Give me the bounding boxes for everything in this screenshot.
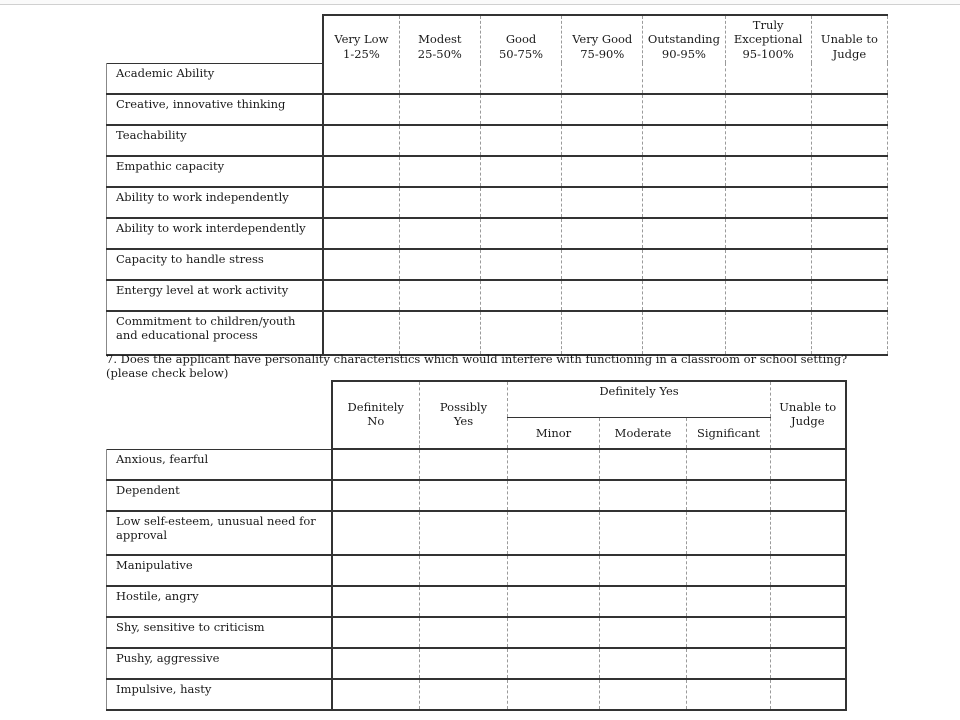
rating-row-label: Ability to work independently <box>107 187 324 218</box>
personality-checkbox-cell[interactable] <box>600 511 687 555</box>
personality-checkbox-cell[interactable] <box>332 679 420 710</box>
personality-checkbox-cell[interactable] <box>771 511 846 555</box>
personality-checkbox-cell[interactable] <box>771 449 846 480</box>
personality-checkbox-cell[interactable] <box>332 480 420 511</box>
rating-checkbox-cell[interactable] <box>562 156 643 187</box>
rating-checkbox-cell[interactable] <box>643 94 725 125</box>
rating-checkbox-cell[interactable] <box>562 218 643 249</box>
personality-row-label: Shy, sensitive to criticism <box>107 617 332 648</box>
personality-row-shy-sensitive-to-criticism <box>107 617 846 648</box>
personality-checkbox-cell[interactable] <box>687 449 771 480</box>
personality-checkbox-cell[interactable] <box>687 586 771 617</box>
page-top-border <box>0 0 960 5</box>
rating-checkbox-cell[interactable] <box>725 156 811 187</box>
rating-checkbox-cell[interactable] <box>811 218 887 249</box>
rating-checkbox-cell[interactable] <box>643 125 725 156</box>
personality-checkbox-cell[interactable] <box>420 555 508 586</box>
personality-row-pushy-aggressive <box>107 648 846 679</box>
personality-row-dependent <box>107 480 846 511</box>
col-header-definitely-yes: Definitely Yes <box>508 381 771 417</box>
rating-row-entergy-level-at-work-activity <box>107 280 888 311</box>
rating-checkbox-cell[interactable] <box>480 280 561 311</box>
personality-checkbox-cell[interactable] <box>420 480 508 511</box>
personality-checkbox-cell[interactable] <box>771 679 846 710</box>
rating-checkbox-cell[interactable] <box>811 311 887 355</box>
rating-checkbox-cell[interactable] <box>480 156 561 187</box>
personality-checkbox-cell[interactable] <box>508 648 600 679</box>
personality-checkbox-cell[interactable] <box>600 449 687 480</box>
personality-checkbox-cell[interactable] <box>508 679 600 710</box>
personality-checkbox-cell[interactable] <box>771 480 846 511</box>
rating-checkbox-cell[interactable] <box>399 125 480 156</box>
rating-checkbox-cell[interactable] <box>725 218 811 249</box>
rating-row-label: Entergy level at work activity <box>107 280 324 311</box>
personality-checkbox-cell[interactable] <box>332 555 420 586</box>
personality-row-label: Impulsive, hasty <box>107 679 332 710</box>
rating-checkbox-cell[interactable] <box>643 156 725 187</box>
personality-checkbox-cell[interactable] <box>771 555 846 586</box>
col-header-unable-to-judge-2: Unable to Judge <box>771 381 846 449</box>
personality-checkbox-cell[interactable] <box>687 648 771 679</box>
rating-checkbox-cell[interactable] <box>725 311 811 355</box>
personality-row-manipulative <box>107 555 846 586</box>
rating-checkbox-cell[interactable] <box>725 94 811 125</box>
personality-checkbox-cell[interactable] <box>600 480 687 511</box>
personality-checkbox-cell[interactable] <box>420 449 508 480</box>
rating-checkbox-cell[interactable] <box>811 125 887 156</box>
rating-checkbox-cell[interactable] <box>399 280 480 311</box>
personality-checkbox-cell[interactable] <box>420 648 508 679</box>
rating-row-ability-to-work-independently <box>107 187 888 218</box>
rating-row-teachability <box>107 125 888 156</box>
subcol-header-moderate: Moderate <box>600 417 687 449</box>
personality-row-anxious-fearful <box>107 449 846 480</box>
personality-row-impulsive-hasty <box>107 679 846 710</box>
personality-checkbox-cell[interactable] <box>771 617 846 648</box>
rating-checkbox-cell[interactable] <box>323 63 399 94</box>
rating-checkbox-cell[interactable] <box>480 311 561 355</box>
rating-checkbox-cell[interactable] <box>399 156 480 187</box>
personality-checkbox-cell[interactable] <box>508 617 600 648</box>
personality-checkbox-cell[interactable] <box>600 586 687 617</box>
rating-checkbox-cell[interactable] <box>562 125 643 156</box>
personality-checkbox-cell[interactable] <box>508 586 600 617</box>
rating-checkbox-cell[interactable] <box>562 311 643 355</box>
col-header-good: Good 50-75% <box>480 15 561 63</box>
rating-checkbox-cell[interactable] <box>562 280 643 311</box>
personality-checkbox-cell[interactable] <box>420 617 508 648</box>
personality-row-label: Pushy, aggressive <box>107 648 332 679</box>
personality-table <box>106 380 847 711</box>
col-header-definitely-no: Definitely No <box>332 381 420 449</box>
rating-checkbox-cell[interactable] <box>480 249 561 280</box>
col-header-very-low: Very Low 1-25% <box>323 15 399 63</box>
rating-row-label: Capacity to handle stress <box>107 249 324 280</box>
rating-row-label: Academic Ability <box>107 63 324 94</box>
rating-checkbox-cell[interactable] <box>725 125 811 156</box>
personality-row-label: Dependent <box>107 480 332 511</box>
personality-checkbox-cell[interactable] <box>508 449 600 480</box>
rating-checkbox-cell[interactable] <box>562 94 643 125</box>
personality-checkbox-cell[interactable] <box>508 511 600 555</box>
rating-row-creative-innovative-thinking <box>107 94 888 125</box>
rating-checkbox-cell[interactable] <box>323 187 399 218</box>
rating-row-commitment-to-children-youth-and-educational-process <box>107 311 888 355</box>
rating-row-label: Ability to work interdependently <box>107 218 324 249</box>
rating-checkbox-cell[interactable] <box>811 156 887 187</box>
rating-checkbox-cell[interactable] <box>562 187 643 218</box>
rating-row-label: Empathic capacity <box>107 156 324 187</box>
rating-checkbox-cell[interactable] <box>643 311 725 355</box>
rating-checkbox-cell[interactable] <box>323 218 399 249</box>
personality-row-label: Low self-esteem, unusual need for approval <box>107 511 332 555</box>
personality-row-label: Manipulative <box>107 555 332 586</box>
rating-row-label: Teachability <box>107 125 324 156</box>
header-corner-2 <box>107 381 332 449</box>
personality-checkbox-cell[interactable] <box>687 480 771 511</box>
personality-checkbox-cell[interactable] <box>771 648 846 679</box>
rating-checkbox-cell[interactable] <box>323 280 399 311</box>
col-header-outstanding: Outstanding 90-95% <box>643 15 725 63</box>
personality-checkbox-cell[interactable] <box>420 586 508 617</box>
personality-checkbox-cell[interactable] <box>332 648 420 679</box>
rating-checkbox-cell[interactable] <box>480 94 561 125</box>
rating-checkbox-cell[interactable] <box>562 63 643 94</box>
rating-checkbox-cell[interactable] <box>725 249 811 280</box>
personality-checkbox-cell[interactable] <box>420 511 508 555</box>
rating-row-ability-to-work-interdependently <box>107 218 888 249</box>
personality-checkbox-cell[interactable] <box>600 679 687 710</box>
ratings-table <box>106 14 888 356</box>
rating-checkbox-cell[interactable] <box>811 187 887 218</box>
rating-checkbox-cell[interactable] <box>323 311 399 355</box>
personality-checkbox-cell[interactable] <box>600 555 687 586</box>
rating-checkbox-cell[interactable] <box>399 311 480 355</box>
rating-checkbox-cell[interactable] <box>562 249 643 280</box>
personality-checkbox-cell[interactable] <box>332 617 420 648</box>
rating-checkbox-cell[interactable] <box>643 280 725 311</box>
rating-checkbox-cell[interactable] <box>725 187 811 218</box>
personality-checkbox-cell[interactable] <box>332 449 420 480</box>
personality-checkbox-cell[interactable] <box>687 511 771 555</box>
subcol-header-minor: Minor <box>508 417 600 449</box>
rating-row-capacity-to-handle-stress <box>107 249 888 280</box>
personality-checkbox-cell[interactable] <box>508 480 600 511</box>
rating-checkbox-cell[interactable] <box>323 249 399 280</box>
rating-checkbox-cell[interactable] <box>811 280 887 311</box>
rating-checkbox-cell[interactable] <box>480 218 561 249</box>
rating-checkbox-cell[interactable] <box>811 94 887 125</box>
personality-checkbox-cell[interactable] <box>332 511 420 555</box>
rating-checkbox-cell[interactable] <box>399 249 480 280</box>
rating-checkbox-cell[interactable] <box>480 125 561 156</box>
question-7: 7. Does the applicant have personality characteristics which would interfere with functioning in a classroom or school setting? (please check below) <box>106 352 848 380</box>
rating-checkbox-cell[interactable] <box>323 125 399 156</box>
personality-row-low-self-esteem-unusual-need-for-approval <box>107 511 846 555</box>
col-header-truly-exceptional: Truly Exceptional 95-100% <box>725 15 811 63</box>
rating-checkbox-cell[interactable] <box>323 94 399 125</box>
rating-row-label: Creative, innovative thinking <box>107 94 324 125</box>
personality-checkbox-cell[interactable] <box>420 679 508 710</box>
rating-checkbox-cell[interactable] <box>480 63 561 94</box>
personality-checkbox-cell[interactable] <box>687 617 771 648</box>
personality-checkbox-cell[interactable] <box>508 555 600 586</box>
rating-checkbox-cell[interactable] <box>725 63 811 94</box>
rating-checkbox-cell[interactable] <box>480 187 561 218</box>
rating-checkbox-cell[interactable] <box>643 187 725 218</box>
rating-checkbox-cell[interactable] <box>811 249 887 280</box>
rating-checkbox-cell[interactable] <box>399 187 480 218</box>
personality-row-hostile-angry <box>107 586 846 617</box>
col-header-very-good: Very Good 75-90% <box>562 15 643 63</box>
col-header-unable-to-judge: Unable to Judge <box>811 15 887 63</box>
personality-row-label: Hostile, angry <box>107 586 332 617</box>
personality-checkbox-cell[interactable] <box>600 648 687 679</box>
personality-checkbox-cell[interactable] <box>332 586 420 617</box>
col-header-possibly-yes: Possibly Yes <box>420 381 508 449</box>
rating-checkbox-cell[interactable] <box>811 63 887 94</box>
personality-row-label: Anxious, fearful <box>107 449 332 480</box>
rating-checkbox-cell[interactable] <box>643 249 725 280</box>
subcol-header-significant: Significant <box>687 417 771 449</box>
personality-checkbox-cell[interactable] <box>687 679 771 710</box>
rating-checkbox-cell[interactable] <box>725 280 811 311</box>
col-header-modest: Modest 25-50% <box>399 15 480 63</box>
rating-checkbox-cell[interactable] <box>643 63 725 94</box>
rating-row-empathic-capacity <box>107 156 888 187</box>
rating-row-label: Commitment to children/youth and educational process <box>107 311 324 355</box>
rating-checkbox-cell[interactable] <box>399 63 480 94</box>
personality-checkbox-cell[interactable] <box>687 555 771 586</box>
rating-checkbox-cell[interactable] <box>399 94 480 125</box>
rating-row-academic-ability <box>107 63 888 94</box>
rating-checkbox-cell[interactable] <box>643 218 725 249</box>
personality-checkbox-cell[interactable] <box>771 586 846 617</box>
rating-checkbox-cell[interactable] <box>399 218 480 249</box>
header-corner <box>107 15 324 63</box>
personality-checkbox-cell[interactable] <box>600 617 687 648</box>
rating-checkbox-cell[interactable] <box>323 156 399 187</box>
